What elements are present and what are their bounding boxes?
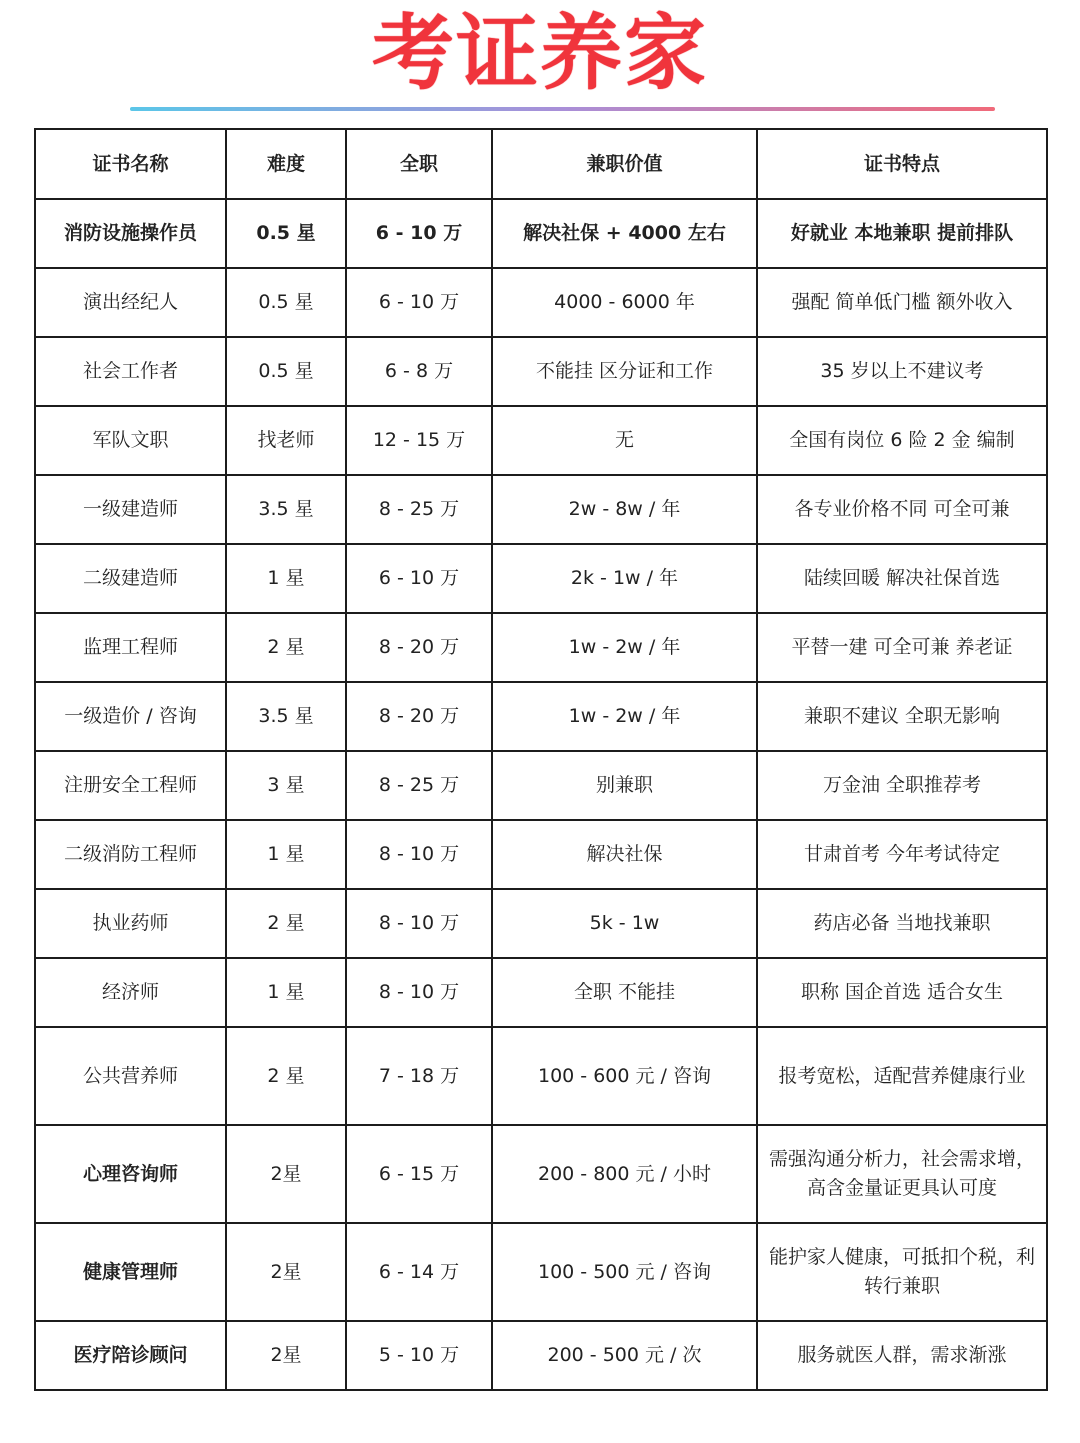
cell-difficulty: 2星	[226, 1321, 346, 1390]
cell-name: 二级建造师	[35, 544, 226, 613]
cell-features: 各专业价格不同 可全可兼	[757, 475, 1047, 544]
cell-difficulty: 1 星	[226, 544, 346, 613]
cell-fulltime: 7 - 18 万	[346, 1027, 492, 1125]
header-features: 证书特点	[757, 129, 1047, 199]
table-row	[35, 958, 1047, 1027]
cell-features: 甘肃首考 今年考试待定	[757, 820, 1047, 889]
cell-fulltime: 6 - 10 万	[346, 544, 492, 613]
table-row	[35, 682, 1047, 751]
table-row	[35, 751, 1047, 820]
cell-fulltime: 8 - 10 万	[346, 889, 492, 958]
cell-name: 军队文职	[35, 406, 226, 475]
cell-name: 一级建造师	[35, 475, 226, 544]
cell-name: 公共营养师	[35, 1027, 226, 1125]
cell-parttime: 2w - 8w / 年	[492, 475, 757, 544]
cell-parttime: 别兼职	[492, 751, 757, 820]
cell-features: 35 岁以上不建议考	[757, 337, 1047, 406]
cell-parttime: 200 - 500 元 / 次	[492, 1321, 757, 1390]
cell-parttime: 无	[492, 406, 757, 475]
cell-difficulty: 2 星	[226, 613, 346, 682]
cell-difficulty: 0.5 星	[226, 199, 346, 268]
cell-name: 健康管理师	[35, 1223, 226, 1321]
table-row	[35, 1321, 1047, 1390]
cell-name: 二级消防工程师	[35, 820, 226, 889]
header-name: 证书名称	[35, 129, 226, 199]
cell-parttime: 200 - 800 元 / 小时	[492, 1125, 757, 1223]
table-row	[35, 475, 1047, 544]
cell-name: 消防设施操作员	[35, 199, 226, 268]
cell-fulltime: 8 - 25 万	[346, 751, 492, 820]
cell-parttime: 100 - 600 元 / 咨询	[492, 1027, 757, 1125]
cell-fulltime: 5 - 10 万	[346, 1321, 492, 1390]
cell-parttime: 解决社保	[492, 820, 757, 889]
cell-name: 注册安全工程师	[35, 751, 226, 820]
cell-fulltime: 8 - 20 万	[346, 682, 492, 751]
cell-features: 药店必备 当地找兼职	[757, 889, 1047, 958]
cell-difficulty: 找老师	[226, 406, 346, 475]
table-header-row	[35, 129, 1047, 199]
table-row	[35, 1125, 1047, 1223]
cell-features: 陆续回暖 解决社保首选	[757, 544, 1047, 613]
cell-fulltime: 12 - 15 万	[346, 406, 492, 475]
cell-fulltime: 8 - 20 万	[346, 613, 492, 682]
cell-features: 全国有岗位 6 险 2 金 编制	[757, 406, 1047, 475]
cell-name: 医疗陪诊顾问	[35, 1321, 226, 1390]
cell-parttime: 1w - 2w / 年	[492, 613, 757, 682]
cell-features: 能护家人健康，可抵扣个税，利转行兼职	[757, 1223, 1047, 1321]
cell-name: 社会工作者	[35, 337, 226, 406]
header-difficulty: 难度	[226, 129, 346, 199]
cell-difficulty: 1 星	[226, 958, 346, 1027]
cell-features: 强配 简单低门槛 额外收入	[757, 268, 1047, 337]
cell-name: 心理咨询师	[35, 1125, 226, 1223]
cell-difficulty: 0.5 星	[226, 268, 346, 337]
page-title: 考证养家	[371, 6, 708, 101]
cell-difficulty: 0.5 星	[226, 337, 346, 406]
title-underline	[130, 107, 995, 111]
cell-parttime: 4000 - 6000 年	[492, 268, 757, 337]
cell-features: 需强沟通分析力，社会需求增，高含金量证更具认可度	[757, 1125, 1047, 1223]
cell-difficulty: 2星	[226, 1125, 346, 1223]
table-row	[35, 406, 1047, 475]
cell-features: 好就业 本地兼职 提前排队	[757, 199, 1047, 268]
cell-fulltime: 6 - 8 万	[346, 337, 492, 406]
cell-name: 监理工程师	[35, 613, 226, 682]
cell-difficulty: 1 星	[226, 820, 346, 889]
cell-parttime: 100 - 500 元 / 咨询	[492, 1223, 757, 1321]
cell-fulltime: 6 - 10 万	[346, 268, 492, 337]
cell-features: 报考宽松，适配营养健康行业	[757, 1027, 1047, 1125]
cell-features: 平替一建 可全可兼 养老证	[757, 613, 1047, 682]
table-row	[35, 1027, 1047, 1125]
cell-fulltime: 8 - 10 万	[346, 820, 492, 889]
cell-name: 一级造价 / 咨询	[35, 682, 226, 751]
cell-fulltime: 6 - 10 万	[346, 199, 492, 268]
table-row	[35, 613, 1047, 682]
cell-difficulty: 3.5 星	[226, 682, 346, 751]
table-row	[35, 820, 1047, 889]
table-row	[35, 889, 1047, 958]
table-row	[35, 337, 1047, 406]
cell-difficulty: 2 星	[226, 889, 346, 958]
cell-fulltime: 6 - 14 万	[346, 1223, 492, 1321]
cell-features: 服务就医人群，需求渐涨	[757, 1321, 1047, 1390]
cell-name: 演出经纪人	[35, 268, 226, 337]
cell-fulltime: 8 - 10 万	[346, 958, 492, 1027]
table-row	[35, 199, 1047, 268]
cell-parttime: 2k - 1w / 年	[492, 544, 757, 613]
cell-parttime: 5k - 1w	[492, 889, 757, 958]
cell-parttime: 不能挂 区分证和工作	[492, 337, 757, 406]
cell-parttime: 解决社保 + 4000 左右	[492, 199, 757, 268]
cell-parttime: 1w - 2w / 年	[492, 682, 757, 751]
cell-difficulty: 3 星	[226, 751, 346, 820]
cell-difficulty: 3.5 星	[226, 475, 346, 544]
cell-fulltime: 8 - 25 万	[346, 475, 492, 544]
cell-features: 职称 国企首选 适合女生	[757, 958, 1047, 1027]
table-row	[35, 1223, 1047, 1321]
certificate-table	[34, 128, 1048, 1391]
cell-features: 兼职不建议 全职无影响	[757, 682, 1047, 751]
cell-parttime: 全职 不能挂	[492, 958, 757, 1027]
header-parttime: 兼职价值	[492, 129, 757, 199]
cell-features: 万金油 全职推荐考	[757, 751, 1047, 820]
table-row	[35, 268, 1047, 337]
cell-difficulty: 2星	[226, 1223, 346, 1321]
table-row	[35, 544, 1047, 613]
header-fulltime: 全职	[346, 129, 492, 199]
cell-name: 执业药师	[35, 889, 226, 958]
cell-difficulty: 2 星	[226, 1027, 346, 1125]
cell-fulltime: 6 - 15 万	[346, 1125, 492, 1223]
cell-name: 经济师	[35, 958, 226, 1027]
